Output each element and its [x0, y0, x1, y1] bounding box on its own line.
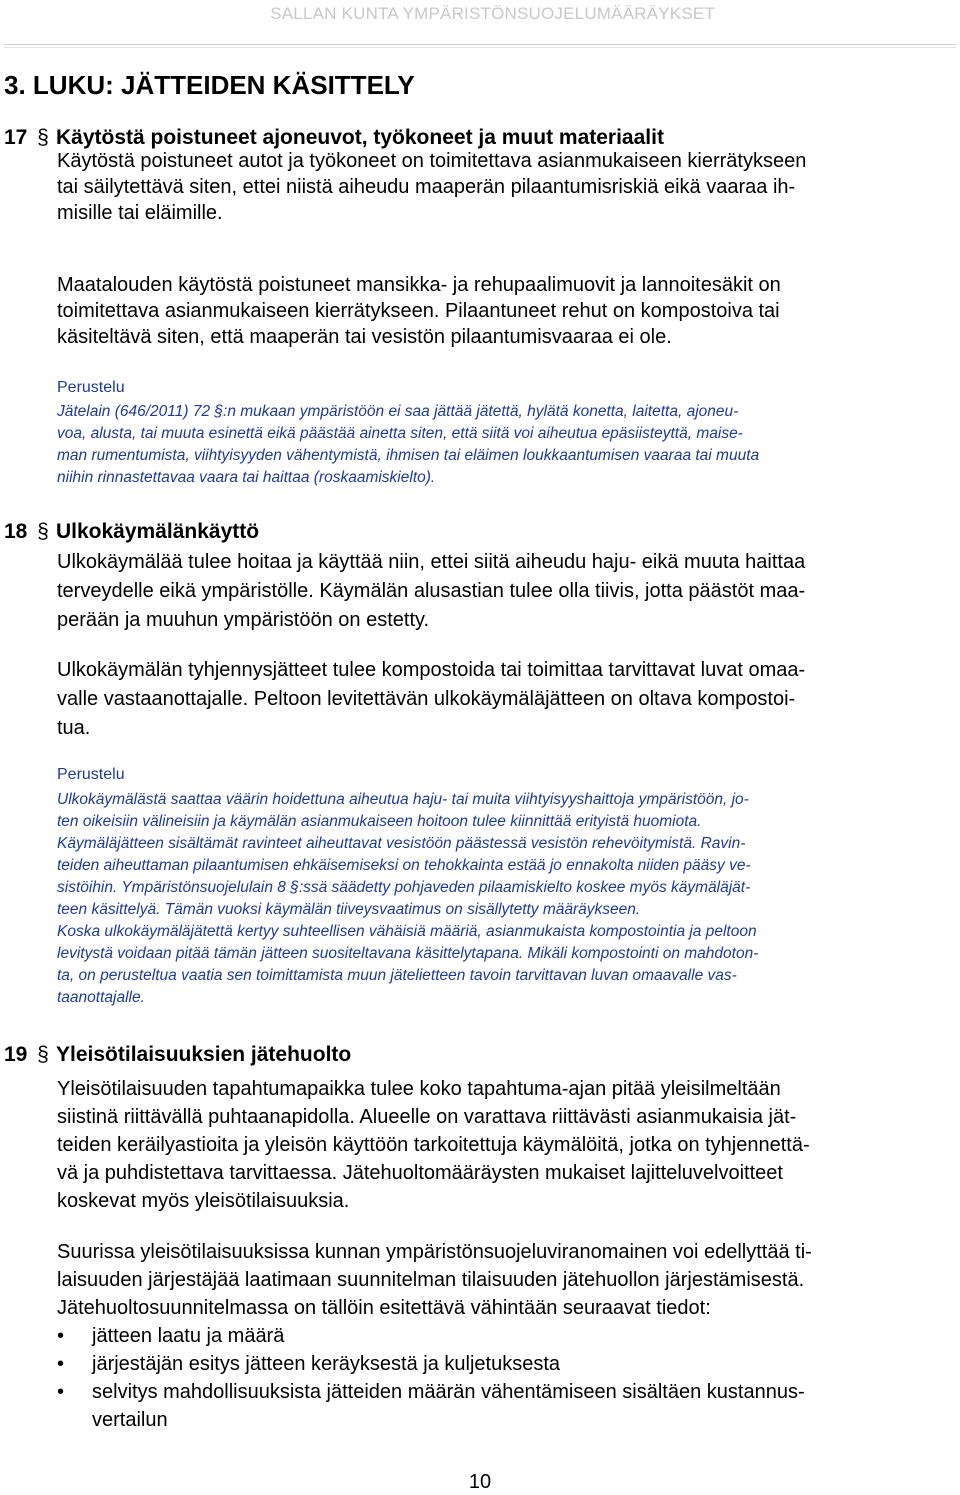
text-line: tua.: [57, 717, 91, 739]
chapter-title: 3. LUKU: JÄTTEIDEN KÄSITTELY: [4, 70, 415, 100]
header-divider: [4, 44, 956, 45]
list-item: [57, 1322, 947, 1350]
section-number: 17: [4, 126, 28, 149]
section-17-paragraph-1: [57, 148, 947, 226]
header-divider-secondary: [4, 47, 956, 48]
text-line: valle vastaanottajalle. Peltoon levitettävän ulkokäymäläjätteen on oltava kompostoi-: [57, 688, 796, 710]
text-line: ta, on perusteltua vaatia sen toimittamista muun jätelietteen tavoin tarvittavan luvan omaavalle vas-: [57, 967, 737, 984]
text-line: misille tai eläimille.: [57, 202, 223, 224]
list-item: [57, 1350, 947, 1378]
bullet-icon: •: [57, 1353, 65, 1375]
section-19-paragraph-2: [57, 1238, 947, 1322]
text-line: teiden keräilyastioita ja yleisön käyttöön tarkoitettuja käymälöitä, jotka on tyhjennettä-: [57, 1134, 810, 1156]
list-item: [57, 1378, 947, 1434]
section-18-perustelu-text: [57, 789, 947, 1009]
text-line: Käymäläjätteen sisältämät ravinteet aiheuttavat vesistöön päästessä vesistön rehevöitymistä. Ravin-: [57, 835, 746, 852]
text-line: koskevat myös yleisötilaisuuksia.: [57, 1190, 350, 1212]
text-line: Ulkokäymälästä saattaa väärin hoidettuna aiheutua haju- tai muita viihtyisyyshaittoja ympäristöön, jo-: [57, 791, 749, 808]
page-header-title: SALLAN KUNTA YMPÄRISTÖNSUOJELUMÄÄRÄYKSET: [270, 4, 715, 23]
text-line: Koska ulkokäymäläjätettä kertyy suhteellisen vähäisiä määriä, asianmukaista kompostointia ja peltoon: [57, 923, 757, 940]
list-item-text: vertailun: [92, 1409, 168, 1431]
text-line: vä ja puhdistettava tarvittaessa. Jätehuoltomääräysten mukaiset lajitteluvelvoitteet: [57, 1162, 783, 1184]
section-symbol: §: [37, 520, 49, 543]
text-line: Ulkokäymälää tulee hoitaa ja käyttää niin, ettei siitä aiheudu haju- eikä muuta haittaa: [57, 551, 806, 573]
section-18-paragraph-2: [57, 656, 947, 743]
bullet-icon: •: [57, 1381, 65, 1403]
bullet-icon: •: [57, 1325, 65, 1347]
text-line: levitystä voidaan pitää tämän jätteen suositeltavana käsittelytapana. Mikäli kompostointi on mahdoton-: [57, 945, 759, 962]
section-18-heading: [4, 520, 259, 544]
section-19-bullet-list: [57, 1322, 947, 1434]
section-symbol: §: [37, 1043, 49, 1066]
text-line: Ulkokäymälän tyhjennysjätteet tulee kompostoida tai toimittaa tarvittavat luvat omaa-: [57, 659, 806, 681]
section-title: Yleisötilaisuuksien jätehuolto: [56, 1043, 352, 1066]
text-line: Jätelain (646/2011) 72 §:n mukaan ympäristöön ei saa jättää jätettä, hylätä konetta, laitetta, ajoneu-: [57, 403, 739, 420]
text-line: voa, alusta, tai muuta esinettä eikä päästää ainetta siten, että siitä voi aiheutua epäsiisteyttä, maise-: [57, 425, 743, 442]
section-title: Ulkokäymälänkäyttö: [56, 520, 260, 543]
text-line: niihin rinnastettavaa vaara tai haittaa (roskaamiskielto).: [57, 469, 436, 486]
text-line: tai säilytettävä siten, ettei niistä aiheudu maaperän pilaantumisriskiä eikä vaaraa ih-: [57, 176, 796, 198]
text-line: perään ja muuhun ympäristöön on estetty.: [57, 609, 430, 631]
section-18-perustelu-label: Perustelu: [57, 766, 125, 783]
section-symbol: §: [37, 126, 49, 149]
section-number: 19: [4, 1043, 28, 1066]
section-18-paragraph-1: [57, 548, 947, 635]
text-line: taanottajalle.: [57, 989, 145, 1006]
section-title: Käytöstä poistuneet ajoneuvot, työkoneet ja muut materiaalit: [56, 126, 664, 149]
text-line: Yleisötilaisuuden tapahtumapaikka tulee koko tapahtuma-ajan pitää yleisilmeltään: [57, 1078, 781, 1100]
text-line: siistinä riittävällä puhtaanapidolla. Alueelle on varattava riittävästi asianmukaisia jät-: [57, 1106, 797, 1128]
text-line: sistöihin. Ympäristönsuojelulain 8 §:ssä säädetty pohjaveden pilaamiskielto koskee myös käymäläjät-: [57, 879, 751, 896]
section-17-paragraph-2: [57, 272, 947, 350]
section-19-heading: [4, 1043, 351, 1067]
section-17-perustelu-text: [57, 401, 947, 489]
text-line: ten oikeisiin välineisiin ja käymälän asianmukaiseen hoitoon tulee kiinnittää erityistä huomiota.: [57, 813, 702, 830]
section-17-heading: [4, 126, 664, 150]
text-line: Maatalouden käytöstä poistuneet mansikka- ja rehupaalimuovit ja lannoitesäkit on: [57, 274, 781, 296]
text-line: Jätehuoltosuunnitelmassa on tällöin esitettävä vähintään seuraavat tiedot:: [57, 1297, 711, 1319]
section-17-perustelu-label: Perustelu: [57, 379, 125, 396]
text-line: laisuuden järjestäjää laatimaan suunnitelman tilaisuuden jätehuollon järjestämisestä.: [57, 1269, 805, 1291]
text-line: terveydelle eikä ympäristölle. Käymälän alusastian tulee olla tiivis, jotta päästöt maa-: [57, 580, 806, 602]
section-19-paragraph-1: [57, 1075, 947, 1215]
list-item-text: selvitys mahdollisuuksista jätteiden määrän vähentämiseen sisältäen kustannus-: [92, 1381, 805, 1403]
text-line: man rumentumista, viihtyisyyden vähentymistä, ihmisen tai eläimen loukkaantumisen vaaraa tai muuta: [57, 447, 760, 464]
text-line: Suurissa yleisötilaisuuksissa kunnan ympäristönsuojeluviranomainen voi edellyttää ti-: [57, 1241, 812, 1263]
text-line: teen käsittelyä. Tämän vuoksi käymälän tiiveysvaatimus on sisällytetty määräykseen.: [57, 901, 641, 918]
list-item-text: jätteen laatu ja määrä: [92, 1325, 285, 1347]
list-item-text: järjestäjän esitys jätteen keräyksestä ja kuljetuksesta: [92, 1353, 561, 1375]
section-number: 18: [4, 520, 28, 543]
page-number: 10: [468, 1471, 492, 1493]
text-line: teiden aiheuttaman pilaantumisen ehkäisemiseksi on tehokkainta estää jo ennakolta niiden pääsy ve-: [57, 857, 751, 874]
text-line: Käytöstä poistuneet autot ja työkoneet on toimitettava asianmukaiseen kierrätykseen: [57, 150, 807, 172]
text-line: toimitettava asianmukaiseen kierrätykseen. Pilaantuneet rehut on kompostoiva tai: [57, 300, 780, 322]
text-line: käsiteltävä siten, että maaperän tai vesistön pilaantumisvaaraa ei ole.: [57, 326, 672, 348]
